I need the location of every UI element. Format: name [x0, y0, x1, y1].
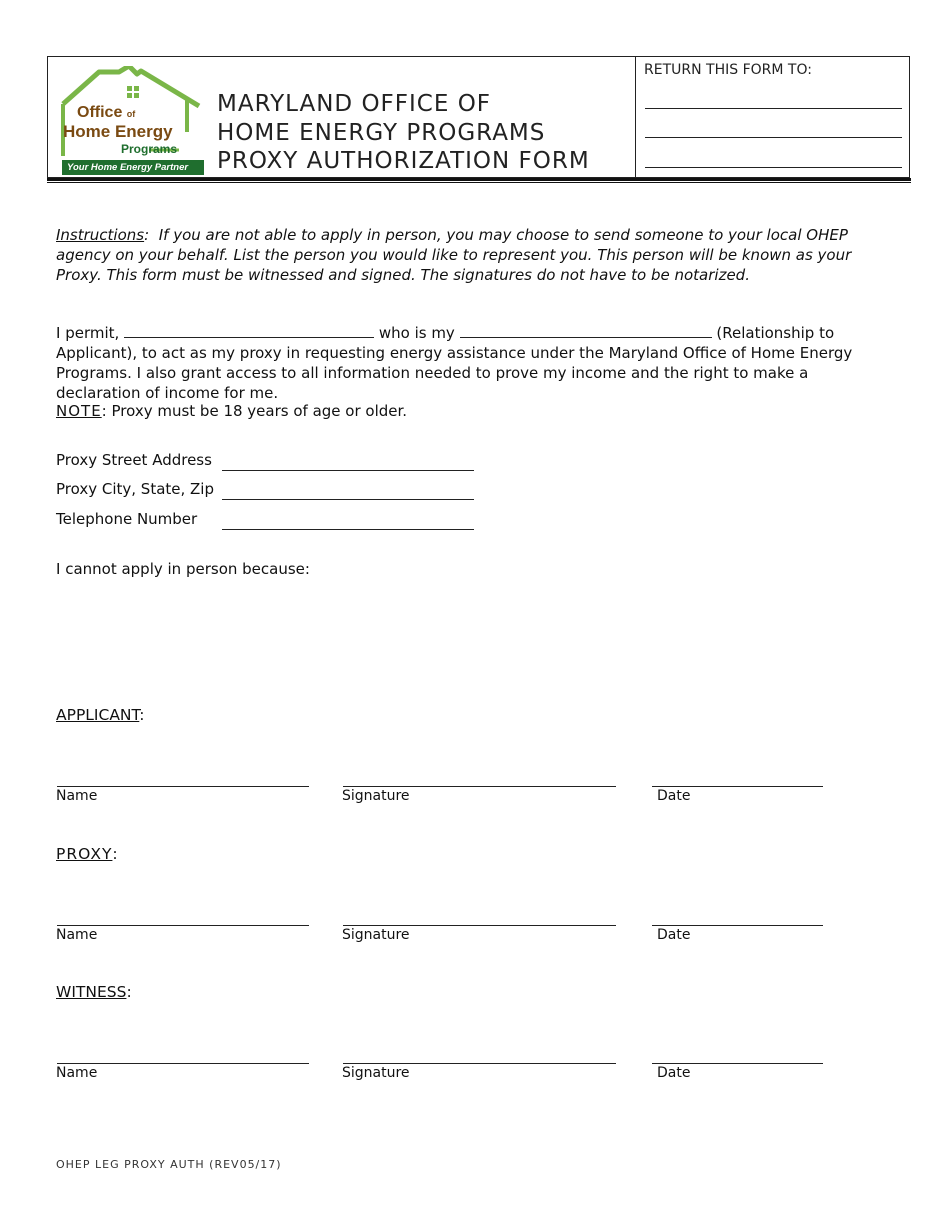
- return-address-line-1[interactable]: [645, 108, 902, 109]
- applicant-name-caption: Name: [56, 788, 98, 804]
- note-text: : Proxy must be 18 years of age or older.: [101, 402, 408, 420]
- form-title-line-3: PROXY AUTHORIZATION FORM: [217, 148, 590, 174]
- telephone-label: Telephone Number: [56, 510, 198, 528]
- permit-paragraph: [56, 323, 896, 403]
- form-revision-footer: OHEP LEG PROXY AUTH (REV05/17): [56, 1158, 282, 1171]
- witness-signature-field[interactable]: [343, 1063, 616, 1064]
- return-address-line-2[interactable]: [645, 137, 902, 138]
- instructions-colon: :: [144, 226, 150, 244]
- proxy-city-label: Proxy City, State, Zip: [56, 480, 214, 498]
- permit-text-3: (Relationship to Applicant), to act as my proxy in requesting energy assistance under the Maryland Office of Home Energy Programs. I also grant access to all information needed to prove my income and the right to make a declaration of income for me.: [56, 324, 853, 402]
- instructions-label: Instructions: [56, 226, 145, 244]
- note-line: [56, 402, 407, 420]
- applicant-signature-field[interactable]: [343, 786, 616, 787]
- witness-name-field[interactable]: [57, 1063, 309, 1064]
- return-form-label: RETURN THIS FORM TO:: [644, 62, 812, 78]
- logo-programs-text: Programs: [121, 142, 178, 156]
- form-title-line-2: HOME ENERGY PROGRAMS: [217, 120, 546, 146]
- witness-date-field[interactable]: [652, 1063, 823, 1064]
- applicant-name-field[interactable]: [57, 786, 309, 787]
- proxy-date-caption: Date: [657, 927, 691, 943]
- witness-label: WITNESS: [56, 983, 127, 1001]
- instructions-paragraph: [56, 225, 896, 285]
- permit-text-1: I permit,: [56, 324, 120, 342]
- proxy-section-heading: [56, 845, 118, 863]
- witness-date-caption: Date: [657, 1065, 691, 1081]
- proxy-date-field[interactable]: [652, 925, 823, 926]
- ohep-logo: [59, 66, 205, 176]
- logo-of-text: of: [126, 109, 136, 119]
- proxy-street-field[interactable]: [222, 470, 474, 471]
- telephone-field[interactable]: [222, 529, 474, 530]
- header-rule: [47, 178, 911, 181]
- form-title-line-1: MARYLAND OFFICE OF: [217, 91, 492, 117]
- witness-signature-caption: Signature: [342, 1065, 410, 1081]
- proxy-street-label: Proxy Street Address: [56, 451, 212, 469]
- logo-tagline: Your Home Energy Partner: [67, 162, 189, 173]
- relationship-field[interactable]: [460, 323, 712, 338]
- proxy-city-field[interactable]: [222, 499, 474, 500]
- proxy-name-field[interactable]: [57, 925, 309, 926]
- proxy-name-caption: Name: [56, 927, 98, 943]
- witness-section-heading: [56, 983, 132, 1001]
- witness-name-caption: Name: [56, 1065, 98, 1081]
- proxy-colon: :: [112, 845, 118, 863]
- applicant-colon: :: [139, 706, 145, 724]
- reason-label: I cannot apply in person because:: [56, 560, 310, 578]
- applicant-signature-caption: Signature: [342, 788, 410, 804]
- applicant-label: APPLICANT: [56, 706, 140, 724]
- header-rule-thin: [47, 182, 911, 183]
- logo-home-energy-text: Home Energy: [63, 122, 173, 141]
- note-label: NOTE: [56, 402, 102, 420]
- witness-colon: :: [126, 983, 132, 1001]
- proxy-signature-caption: Signature: [342, 927, 410, 943]
- permit-text-2: who is my: [378, 324, 455, 342]
- header-divider: [635, 56, 636, 178]
- proxy-label: PROXY: [56, 845, 113, 863]
- applicant-date-field[interactable]: [652, 786, 823, 787]
- proxy-signature-field[interactable]: [343, 925, 616, 926]
- instructions-text: If you are not able to apply in person, you may choose to send someone to your local OHEP agency on your behalf. List the person you would like to represent you. This person will be known as your Proxy. This form must be witnessed and signed. The signatures do not have to be notarized.: [56, 226, 852, 284]
- applicant-date-caption: Date: [657, 788, 691, 804]
- logo-office-text: Office: [77, 104, 123, 121]
- return-address-line-3[interactable]: [645, 167, 902, 168]
- proxy-name-field[interactable]: [124, 323, 374, 338]
- applicant-section-heading: [56, 706, 145, 724]
